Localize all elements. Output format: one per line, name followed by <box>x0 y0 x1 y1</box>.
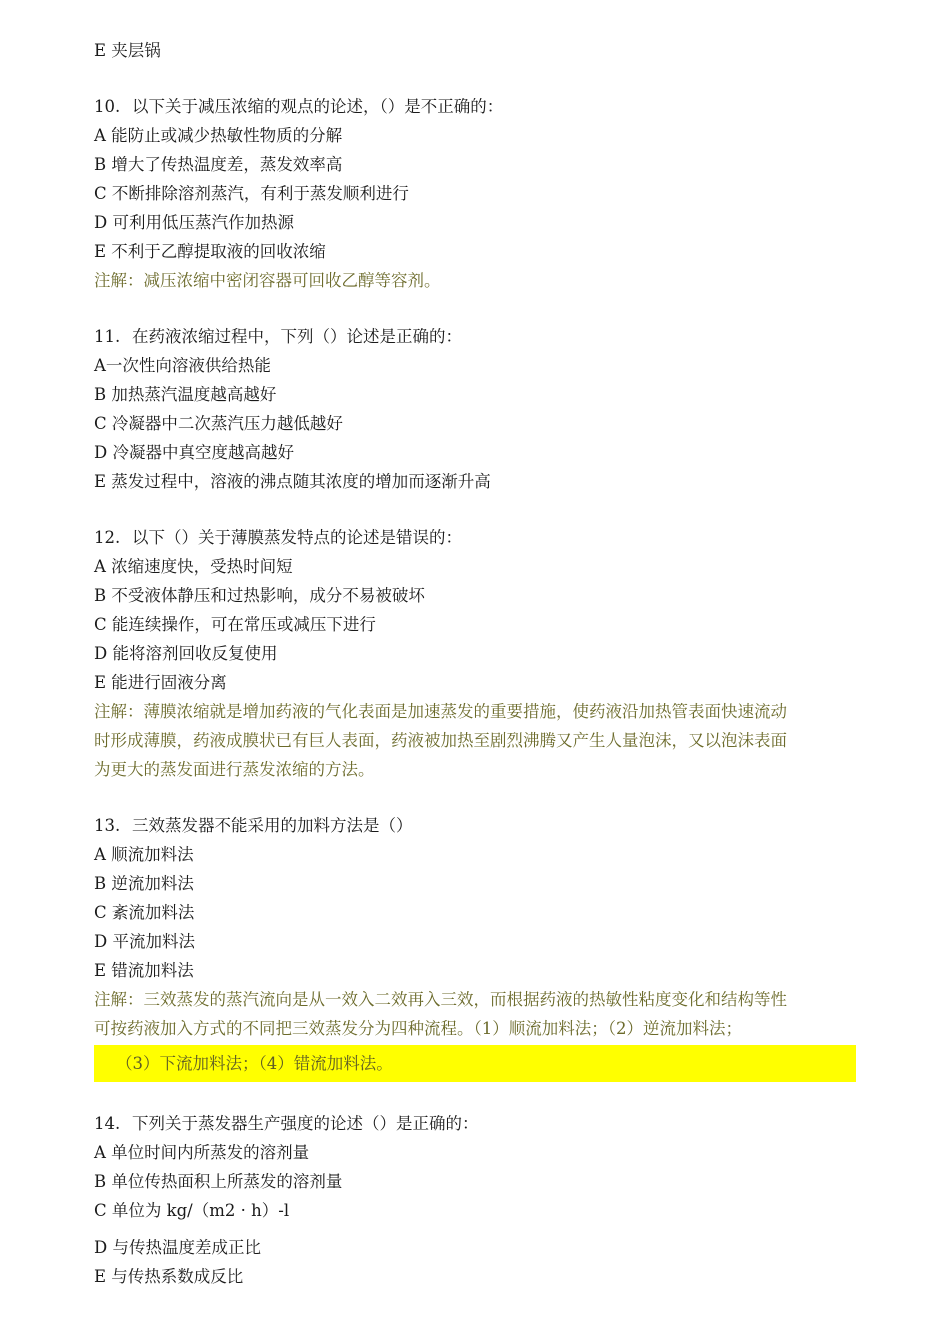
annotation-note-line: 可按药液加入方式的不同把三效蒸发分为四种流程。（1）顺流加料法；（2）逆流加料法； <box>94 1019 742 1038</box>
annotation-note-line: 注解：三效蒸发的蒸汽流向是从一效入二效再入三效，而根据药液的热敏性粘度变化和结构等性 <box>94 990 787 1009</box>
annotation-note-line: 时形成薄膜，药液成膜状已有巨人表面，药液被加热至剧烈沸腾又产生人量泡沫，又以泡沫表面 <box>94 731 787 750</box>
option-e: E 蒸发过程中，溶液的沸点随其浓度的增加而逐渐升高 <box>94 472 491 491</box>
question-text: 三效蒸发器不能采用的加料方法是（） <box>132 816 413 835</box>
question-stem <box>94 322 856 351</box>
option-c: C 单位为 kg/（m2 · h）-l <box>94 1201 290 1220</box>
lead-line: E 夹层锅 <box>94 41 161 60</box>
annotation-note-line: 为更大的蒸发面进行蒸发浓缩的方法。 <box>94 760 375 779</box>
option-c: C 紊流加料法 <box>94 903 195 922</box>
option-a: A 能防止或减少热敏性物质的分解 <box>94 126 343 145</box>
question-stem <box>94 523 856 552</box>
option-e: E 与传热系数成反比 <box>94 1267 244 1286</box>
question-text: 在药液浓缩过程中，下列（）论述是正确的： <box>132 327 462 346</box>
option-b: B 加热蒸汽温度越高越好 <box>94 385 277 404</box>
question-11 <box>94 322 856 496</box>
option-d: D 冷凝器中真空度越高越好 <box>94 443 294 462</box>
option-b: B 单位传热面积上所蒸发的溶剂量 <box>94 1172 343 1191</box>
question-number: 11. <box>94 327 121 346</box>
question-stem <box>94 811 856 840</box>
option-c: C 不断排除溶剂蒸汽，有利于蒸发顺利进行 <box>94 184 409 203</box>
option-a: A 浓缩速度快，受热时间短 <box>94 557 293 576</box>
question-13 <box>94 811 856 1082</box>
option-b: B 不受液体静压和过热影响，成分不易被破坏 <box>94 586 425 605</box>
question-10 <box>94 92 856 295</box>
question-number: 13. <box>94 816 121 835</box>
question-number: 14. <box>94 1114 121 1133</box>
highlighted-note: （3）下流加料法；（4）错流加料法。 <box>94 1045 856 1082</box>
question-stem <box>94 1109 856 1138</box>
question-text: 下列关于蒸发器生产强度的论述（）是正确的： <box>132 1114 479 1133</box>
annotation-note: 注解：减压浓缩中密闭容器可回收乙醇等容剂。 <box>94 271 441 290</box>
option-a: A 单位时间内所蒸发的溶剂量 <box>94 1143 310 1162</box>
question-number: 10. <box>94 97 121 116</box>
option-c: C 能连续操作，可在常压或减压下进行 <box>94 615 376 634</box>
option-e: E 不利于乙醇提取液的回收浓缩 <box>94 242 326 261</box>
question-14 <box>94 1109 856 1291</box>
document-body <box>94 36 856 1291</box>
option-b: B 逆流加料法 <box>94 874 194 893</box>
question-stem <box>94 92 856 121</box>
option-d: D 可利用低压蒸汽作加热源 <box>94 213 294 232</box>
option-d: D 能将溶剂回收反复使用 <box>94 644 278 663</box>
option-b: B 增大了传热温度差，蒸发效率高 <box>94 155 343 174</box>
question-12 <box>94 523 856 784</box>
question-number: 12. <box>94 528 121 547</box>
option-c: C 冷凝器中二次蒸汽压力越低越好 <box>94 414 343 433</box>
option-d: D 与传热温度差成正比 <box>94 1238 261 1257</box>
option-d: D 平流加料法 <box>94 932 195 951</box>
option-a: A一次性向溶液供给热能 <box>94 356 271 375</box>
question-text: 以下（）关于薄膜蒸发特点的论述是错误的： <box>132 528 462 547</box>
option-a: A 顺流加料法 <box>94 845 194 864</box>
annotation-note-line: 注解：薄膜浓缩就是增加药液的气化表面是加速蒸发的重要措施，使药液沿加热管表面快速流动 <box>94 702 787 721</box>
option-e: E 错流加料法 <box>94 961 194 980</box>
question-text: 以下关于减压浓缩的观点的论述，（）是不正确的： <box>132 97 504 116</box>
option-e: E 能进行固液分离 <box>94 673 227 692</box>
